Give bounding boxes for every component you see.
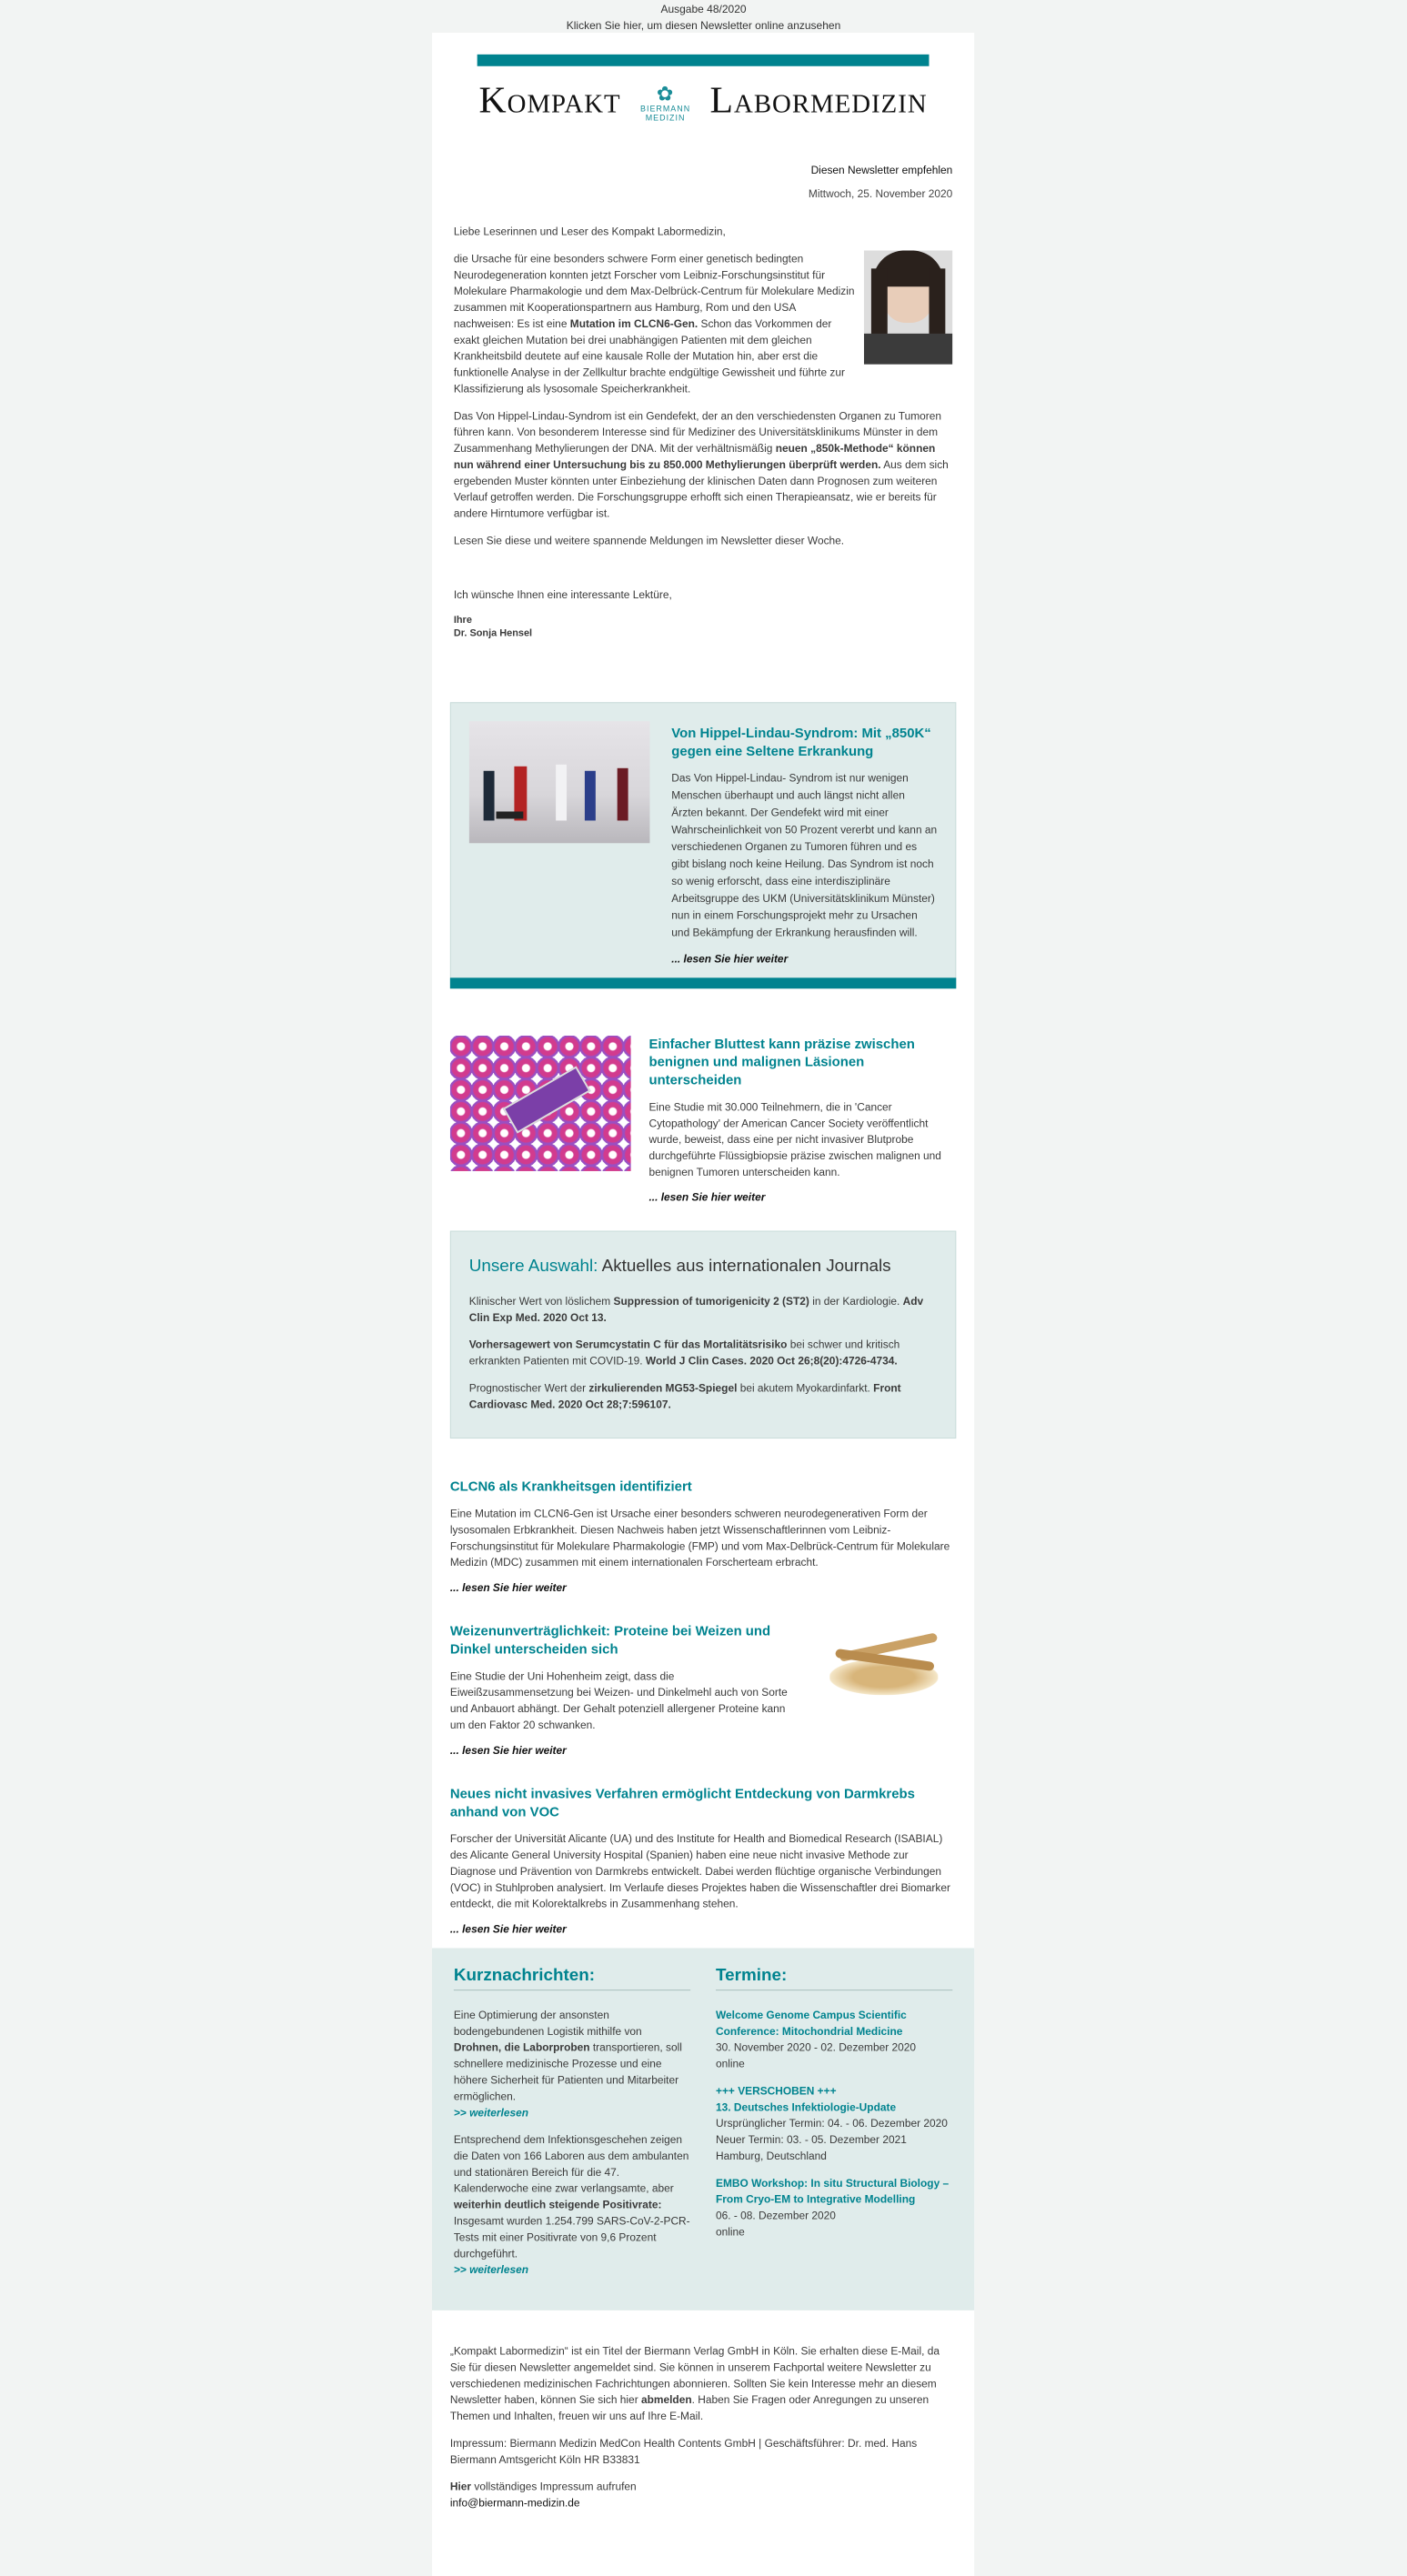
logo-mark	[640, 85, 690, 123]
article-clcn6	[450, 1478, 956, 1594]
header-bar	[477, 55, 930, 66]
article-darmkrebs-body: Forscher der Universität Alicante (UA) und des Institute for Health and Biomedical Research (ISABIAL) des Alicante General University Hospital (Spanien) haben eine neue nicht invasive Methode zur Diagnose und Prävention von Darmkrebs entwickelt. Dabei werden flüchtige organische Verbindungen (VOC) in Stuhlproben analysiert. Im Verlaufe dieses Projektes haben die Wissenschaftler drei Biomarker entdeckt, die mit Kolorektalkrebs in Zusammenhang stehen.	[449, 1832, 950, 1910]
article-darmkrebs-title[interactable]: Neues nicht invasives Verfahren ermöglicht Entdeckung von Darmkrebs anhand von VOC	[449, 1786, 915, 1820]
event-3-location: online	[715, 2225, 745, 2239]
news-column	[454, 1966, 690, 2289]
event-3	[716, 2175, 952, 2240]
intro-paragraph-2: Das Von Hippel-Lindau-Syndrom ist ein Gendefekt, der an den verschiedensten Organen zu Tumoren führen kann. Von besonderem Interesse sind für Mediziner des Universitätsklinikums Münster in dem Zusammenhang Methylierungen der DNA. Mit der verhältnismäßig neuen „850k-Methode“ können nun während einer Untersuchung bis zu 850.000 Methylierungen überprüft werden. Aus dem sich ergebenden Muster könnten unter Einbeziehung der klinischen Daten dann Prognosen zum weiteren Verlauf getroffen werden. Die Forschungsgruppe erhofft sich einen Therapieansatz, wie er bereits für andere Hirntumore verfügbar ist.	[453, 409, 949, 520]
article-bluttest-body: Eine Studie mit 30.000 Teilnehmern, die in 'Cancer Cytopathology' der American Cancer Society veröffentlicht wurde, beweist, dass eine per nicht invasiver Blutprobe durchgeführte Flüssigbiopsie präzise zwischen malignen und benignen Tumoren unterscheiden kann.	[648, 1100, 941, 1178]
article-clcn6-body: Eine Mutation im CLCN6-Gen ist Ursache einer besonders schweren neurodegenerativen Form der lysosomalen Erbkrankheit. Diesen Nachweis haben jetzt Wissenschaftlerinnen vom Leibniz-Forschungsinstitut für Molekulare Pharmakologie (FMP) und vom Max-Delbrück-Centrum für Molekulare Medizin (MDC) zusammen mit einem internationalen Forscherteam erbracht.	[449, 1507, 950, 1569]
event-2-original-date: Ursprünglicher Termin: 04. - 06. Dezember 2020	[715, 2117, 948, 2130]
event-1-date: 30. November 2020 - 02. Dezember 2020	[715, 2040, 917, 2054]
imprint-link-text: vollständiges Impressum aufrufen	[471, 2480, 637, 2493]
journals-heading: Unsere Auswahl: Aktuelles aus internationalen Journals	[468, 1257, 891, 1277]
news-item-1-more[interactable]: >> weiterlesen	[453, 2106, 529, 2120]
logo-mark-top: BIERMANN	[640, 104, 691, 114]
featured-body: Das Von Hippel-Lindau- Syndrom ist nur wenigen Menschen überhaupt und auch längst nicht allen Ärzten bekannt. Der Gendefekt wird mit einer Wahrscheinlichkeit von 50 Prozent vererbt und kann an verschiedenen Organen zu Tumoren führen und es gibt bislang noch keine Heilung. Das Syndrom ist noch so wenig erforscht, dass eine interdisziplinäre Arbeitsgruppe des UKM (Universitätsklinikum Münster) nun in einem Forschungsprojekt mehr zu Ursachen und Bekämpfung der Erkrankung herausfinden will.	[671, 771, 938, 939]
closing: Ich wünsche Ihnen eine interessante Lektüre,	[453, 588, 672, 601]
article-darmkrebs	[450, 1786, 956, 1936]
intro-paragraph-1: die Ursache für eine besonders schwere Form einer genetisch bedingten Neurodegeneration konnten jetzt Forscher vom Leibniz-Forschungsinstitut für Molekulare Pharmakologie und dem Max-Delbrück-Centrum für Molekulare Medizin zusammen mit Kooperationspartnern aus Hamburg, Rom und den USA nachweisen: Es ist eine Mutation im CLCN6-Gen. Schon das Vorkommen der exakt gleichen Mutation bei drei unabhängigen Patienten mit dem gleichen Krankheitsbild deutete auf eine kausale Rolle der Mutation hin, aber erst die funktionelle Analyse in der Zellkultur brachte endgültige Gewissheit und führte zur Klassifizierung als lysosomale Speicherkrankheit.	[453, 252, 855, 396]
logo-right-text: Labormedizin	[709, 79, 928, 122]
logo-left-text: Kompakt	[478, 79, 621, 122]
news-item-1: Eine Optimierung der ansonsten bodengebundenen Logistik mithilfe von Drohnen, die Laborproben transportieren, soll schnellere medizinische Prozesse und eine höhere Sicherheit für Patienten und Mitarbeiter ermöglichen.	[453, 2009, 682, 2103]
unsubscribe-link[interactable]: abmelden	[640, 2393, 692, 2407]
events-column	[716, 1966, 952, 2250]
featured-title[interactable]: Von Hippel-Lindau-Syndrom: Mit „850K“ gegen eine Seltene Erkrankung	[671, 726, 931, 759]
logo-mark-bottom: MEDIZIN	[645, 113, 686, 123]
footer-imprint: Impressum: Biermann Medizin MedCon Health Contents GmbH | Geschäftsführer: Dr. med. Hans Biermann Amtsgericht Köln HR B33831	[449, 2436, 918, 2466]
event-2-flag: +++ VERSCHOBEN +++	[715, 2084, 837, 2098]
article-weizen-more[interactable]: ... lesen Sie hier weiter	[449, 1743, 567, 1757]
journals-box	[450, 1231, 956, 1439]
event-2-title[interactable]: 13. Deutsches Infektiologie-Update	[715, 2100, 897, 2114]
online-link[interactable]: Klicken Sie hier, um diesen Newsletter online anzusehen	[566, 19, 841, 32]
article-bluttest	[450, 1036, 956, 1204]
issue-label: Ausgabe 48/2020	[660, 3, 747, 15]
featured-bar	[450, 977, 956, 988]
footer-paragraph-1: „Kompakt Labormedizin“ ist ein Titel der Biermann Verlag GmbH in Köln. Sie erhalten diese E-Mail, da Sie für diesen Newsletter angemeldet sind. Sie können in unserem Fachportal weitere Newsletter zu verschiedenen medizinischen Fachrichtungen abonnieren. Sollten Sie kein Interesse mehr an diesem Newsletter haben, können Sie sich hier abmelden. Haben Sie Fragen oder Anregungen zu unseren Themen und Inhalten, freuen wir uns auf Ihre E-Mail.	[449, 2344, 940, 2423]
date-line: Mittwoch, 25. November 2020	[808, 186, 953, 200]
logo[interactable]	[432, 66, 974, 134]
news-heading: Kurznachrichten:	[454, 1966, 690, 1990]
event-3-date: 06. - 08. Dezember 2020	[715, 2209, 836, 2222]
featured-more-link[interactable]: ... lesen Sie hier weiter	[671, 952, 789, 966]
article-weizen-title[interactable]: Weizenunverträglichkeit: Proteine bei Weizen und Dinkel unterscheiden sich	[449, 1623, 771, 1658]
newsletter-body	[432, 33, 974, 2576]
event-3-title[interactable]: EMBO Workshop: In situ Structural Biology – From Cryo-EM to Integrative Modelling	[715, 2176, 950, 2206]
event-2	[716, 2082, 952, 2163]
article-bluttest-more[interactable]: ... lesen Sie hier weiter	[648, 1190, 766, 1204]
article-bluttest-title[interactable]: Einfacher Bluttest kann präzise zwischen benignen und malignen Läsionen unterscheiden	[648, 1036, 915, 1088]
editor-photo	[864, 250, 952, 364]
article-clcn6-title[interactable]: CLCN6 als Krankheitsgen identifiziert	[449, 1478, 692, 1495]
event-1-location: online	[715, 2057, 745, 2070]
event-1	[716, 2007, 952, 2072]
logo-flower-icon: ✿	[656, 83, 675, 105]
recommend-link[interactable]: Diesen Newsletter empfehlen	[810, 164, 953, 176]
event-1-title[interactable]: Welcome Genome Campus Scientific Conference: Mitochondrial Medicine	[715, 2009, 907, 2038]
news-item-2-more[interactable]: >> weiterlesen	[453, 2263, 529, 2277]
news-item-2: Entsprechend dem Infektionsgeschehen zeigen die Daten von 166 Laboren aus dem ambulanten und stationären Bereich für die 47. Kalenderwoche eine zwar verlangsamte, aber weiterhin deutlich steigende Positivrate: Insgesamt wurden 1.254.799 SARS-CoV-2-PCR-Tests mit einer Positivrate von 9,6 Prozent durchgeführt.	[453, 2133, 690, 2260]
contact-email[interactable]: info@biermann-medizin.de	[449, 2496, 580, 2510]
imprint-link[interactable]: Hier	[449, 2480, 472, 2493]
intro	[432, 224, 974, 641]
article-weizen-body: Eine Studie der Uni Hohenheim zeigt, dass die Eiweißzusammensetzung bei Weizen- und Dinkelmehl auch von Sorte und Anbauort abhängt. Der Gehalt potenziell allergener Proteine kann um den Faktor 20 schwanken.	[449, 1669, 788, 1731]
article-darmkrebs-more[interactable]: ... lesen Sie hier weiter	[449, 1922, 567, 1936]
preheader	[0, 0, 1407, 35]
featured-photo[interactable]	[469, 721, 650, 843]
journal-item-2[interactable]: Vorhersagewert von Serumcystatin C für das Mortalitätsrisiko bei schwer und kritisch erkrankten Patienten mit COVID-19. World J Clin Cases. 2020 Oct 26;8(20):4726-4734.	[468, 1338, 900, 1368]
journal-item-1[interactable]: Klinischer Wert von löslichem Suppression of tumorigenicity 2 (ST2) in der Kardiologie. Adv Clin Exp Med. 2020 Oct 13.	[468, 1295, 924, 1324]
events-heading: Termine:	[716, 1966, 952, 1990]
intro-paragraph-3: Lesen Sie diese und weitere spannende Meldungen im Newsletter dieser Woche.	[453, 534, 845, 547]
article-clcn6-more[interactable]: ... lesen Sie hier weiter	[449, 1581, 567, 1594]
footer	[450, 2343, 956, 2576]
greeting: Liebe Leserinnen und Leser des Kompakt Labormedizin,	[453, 225, 726, 238]
news-events-section	[432, 1948, 974, 2310]
bloodtest-photo[interactable]	[450, 1036, 631, 1171]
event-2-new-date: Neuer Termin: 03. - 05. Dezember 2021	[715, 2133, 907, 2147]
journal-item-3[interactable]: Prognostischer Wert der zirkulierenden MG53-Spiegel bei akutem Myokardinfarkt. Front Cardiovasc Med. 2020 Oct 28;7:596107.	[468, 1381, 901, 1411]
article-weizen	[450, 1623, 956, 1757]
featured-article	[450, 702, 956, 988]
wheat-photo[interactable]	[811, 1623, 956, 1722]
event-2-location: Hamburg, Deutschland	[715, 2150, 827, 2162]
signature: Ihre Dr. Sonja Hensel	[453, 614, 533, 639]
